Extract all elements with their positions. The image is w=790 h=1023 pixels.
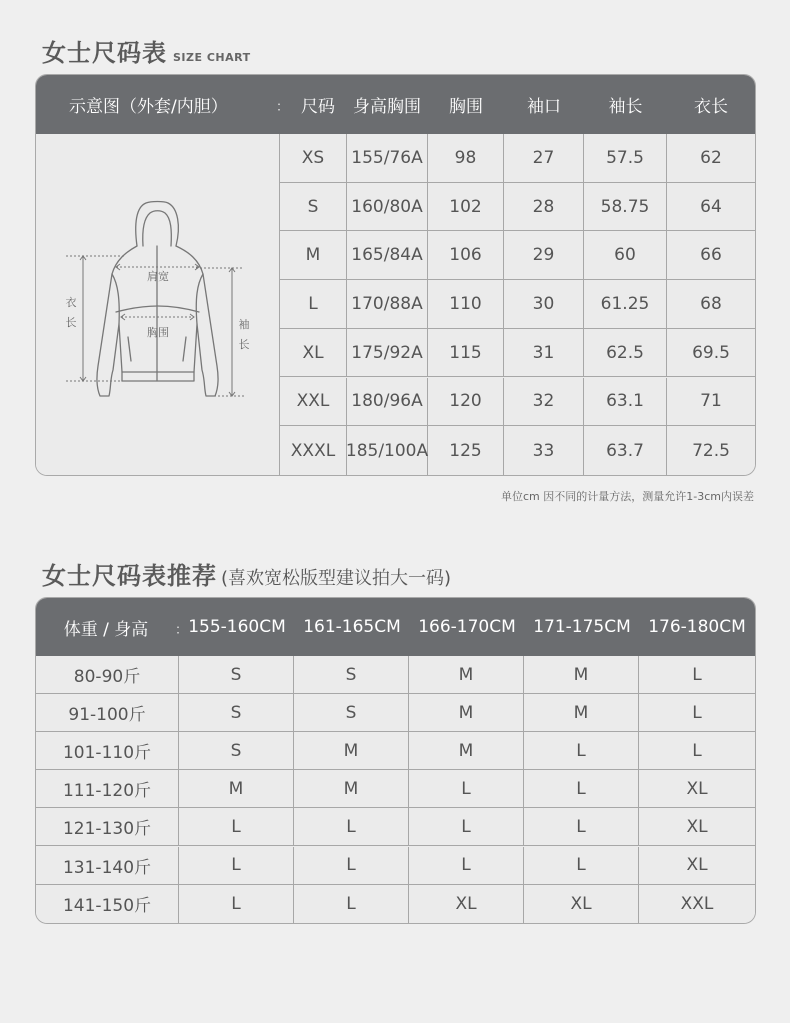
size-chart-cell: 30 — [504, 280, 584, 329]
shoulder-label: 肩宽 — [147, 270, 169, 283]
recommend-title — [42, 556, 451, 591]
size-chart-cell: 102 — [428, 183, 504, 232]
size-chart-cell: XXXL — [280, 426, 347, 475]
size-chart-cell: 175/92A — [347, 329, 428, 378]
size-chart-cell: 120 — [428, 378, 504, 427]
recommend-size-cell: L — [639, 656, 755, 694]
sleeve-label-1: 袖 — [238, 318, 250, 331]
size-chart-cell: XS — [280, 134, 347, 183]
size-chart-cell: 57.5 — [584, 134, 667, 183]
header-col-size: 尺码 — [301, 97, 335, 117]
sleeve-label-2: 长 — [238, 338, 250, 351]
recommend-size-cell: XL — [524, 885, 639, 923]
recommend-size-cell: L — [524, 847, 639, 885]
size-chart-title — [42, 33, 251, 68]
size-chart-cell: 32 — [504, 378, 584, 427]
header-col-sleeve: 袖长 — [608, 97, 643, 117]
recommend-weight-cell: 91-100斤 — [36, 694, 179, 732]
recommend-size-cell: L — [294, 847, 409, 885]
recommend-header-col-3: 166-170CM — [418, 617, 516, 637]
recommend-size-cell: M — [294, 770, 409, 808]
recommend-size-cell: M — [524, 656, 639, 694]
recommend-header-col-1: 155-160CM — [188, 617, 286, 637]
size-chart-cell: XXL — [280, 378, 347, 427]
size-chart-cell: 72.5 — [692, 440, 730, 461]
recommend-title-text: 女士尺码表推荐 — [42, 562, 217, 590]
length-label-2: 长 — [65, 316, 77, 329]
size-chart-cell: S — [280, 183, 347, 232]
size-chart-cell: 125 — [428, 426, 504, 475]
size-chart-cell: 115 — [428, 329, 504, 378]
recommend-header-col-5: 176-180CM — [648, 617, 746, 637]
recommend-size-cell: XL — [639, 808, 755, 846]
header-col-chest: 胸围 — [449, 97, 483, 117]
recommend-size-cell: L — [409, 808, 524, 846]
recommend-size-cell: L — [409, 847, 524, 885]
recommend-size-cell: L — [409, 770, 524, 808]
recommend-weight-cell: 80-90斤 — [36, 656, 179, 694]
recommend-weight-cell: 101-110斤 — [36, 732, 179, 770]
recommend-size-cell: L — [524, 808, 639, 846]
size-chart-cell: 180/96A — [347, 378, 428, 427]
recommend-size-cell: L — [179, 808, 294, 846]
header-colon: ： — [276, 100, 290, 115]
size-chart-cell: 31 — [504, 329, 584, 378]
size-chart-cell: 28 — [504, 183, 584, 232]
recommend-size-cell: L — [179, 885, 294, 923]
size-chart-cell: 155/76A — [347, 134, 428, 183]
recommend-size-cell: S — [294, 694, 409, 732]
size-chart-cell: 63.1 — [584, 378, 667, 427]
recommend-size-cell: XXL — [680, 893, 714, 914]
size-chart-cell: 69.5 — [667, 329, 755, 378]
recommend-size-cell: XL — [639, 847, 755, 885]
size-chart-cell: 110 — [428, 280, 504, 329]
recommend-weight-cell: 131-140斤 — [36, 847, 179, 885]
recommend-header-col-2: 161-165CM — [303, 617, 401, 637]
measurement-note: 单位cm 因不同的计量方法，测量允许1-3cm内误差 — [501, 490, 754, 503]
recommend-size-cell: M — [409, 732, 524, 770]
size-chart-cell: 62 — [667, 134, 755, 183]
size-chart-title-text: 女士尺码表 — [42, 39, 167, 67]
recommend-size-cell: L — [294, 808, 409, 846]
size-chart-cell: 106 — [428, 231, 504, 280]
size-chart-cell: 61.25 — [584, 280, 667, 329]
recommend-header-colon: ： — [175, 623, 189, 638]
recommend-size-cell: S — [179, 656, 294, 694]
recommend-body — [36, 656, 755, 923]
size-chart-cell: 62.5 — [584, 329, 667, 378]
size-chart-cell: 58.75 — [584, 183, 667, 232]
size-chart-cell: 29 — [504, 231, 584, 280]
size-chart-header — [36, 75, 755, 134]
length-label-1: 衣 — [65, 296, 77, 309]
recommend-size-cell: L — [639, 694, 755, 732]
size-chart-cell: L — [280, 280, 347, 329]
size-chart-cell: 63.7 — [584, 426, 667, 475]
size-chart-cell: XL — [280, 329, 347, 378]
size-chart-cell: 60 — [584, 231, 667, 280]
size-chart-body — [36, 134, 755, 475]
size-chart-cell: 165/84A — [347, 231, 428, 280]
recommend-size-cell: S — [294, 656, 409, 694]
size-chart-cell: 98 — [428, 134, 504, 183]
recommend-size-cell: M — [409, 656, 524, 694]
recommend-size-cell: M — [294, 732, 409, 770]
size-chart-cell: 64 — [667, 183, 755, 232]
recommend-weight-cell: 141-150斤 — [36, 885, 179, 923]
size-chart-cell: M — [280, 231, 347, 280]
size-chart-cell: 68 — [667, 280, 755, 329]
recommend-size-cell: L — [524, 732, 639, 770]
recommend-size-cell: XL — [639, 770, 755, 808]
recommend-size-cell: XL — [409, 885, 524, 923]
recommend-size-cell: M — [524, 694, 639, 732]
recommend-size-cell: L — [294, 885, 409, 923]
size-chart-subtitle: SIZE CHART — [173, 51, 251, 64]
size-chart-cell: 185/100A — [347, 426, 428, 475]
recommend-header — [36, 598, 755, 656]
size-chart-cell: 27 — [504, 134, 584, 183]
size-chart-cell: 160/80A — [347, 183, 428, 232]
recommend-size-cell: L — [524, 770, 639, 808]
recommend-weight-cell: 111-120斤 — [36, 770, 179, 808]
header-diagram-label: 示意图（外套/内胆） — [69, 97, 228, 117]
recommend-size-cell: L — [179, 847, 294, 885]
recommend-weight-cell: 121-130斤 — [36, 808, 179, 846]
recommend-header-col-4: 171-175CM — [533, 617, 631, 637]
size-chart-cell: 170/88A — [347, 280, 428, 329]
recommend-size-cell: S — [179, 732, 294, 770]
recommend-subtitle: (喜欢宽松版型建议拍大一码) — [221, 568, 452, 589]
chest-label: 胸围 — [147, 326, 169, 339]
recommend-header-first: 体重 / 身高 — [63, 619, 149, 640]
header-col-cuff: 袖口 — [527, 97, 561, 117]
jacket-illustration — [36, 134, 279, 474]
recommend-size-cell: M — [179, 770, 294, 808]
jacket-diagram — [36, 134, 280, 475]
header-col-length: 衣长 — [694, 97, 728, 117]
size-chart-table — [35, 74, 756, 476]
recommend-size-cell: M — [409, 694, 524, 732]
size-chart-cell: 33 — [504, 426, 584, 475]
size-chart-cell: 71 — [667, 378, 755, 427]
recommend-size-cell: S — [179, 694, 294, 732]
recommend-table — [35, 597, 756, 924]
header-col-height-chest: 身高胸围 — [353, 97, 421, 117]
recommend-size-cell: L — [639, 732, 755, 770]
size-chart-cell: 66 — [667, 231, 755, 280]
